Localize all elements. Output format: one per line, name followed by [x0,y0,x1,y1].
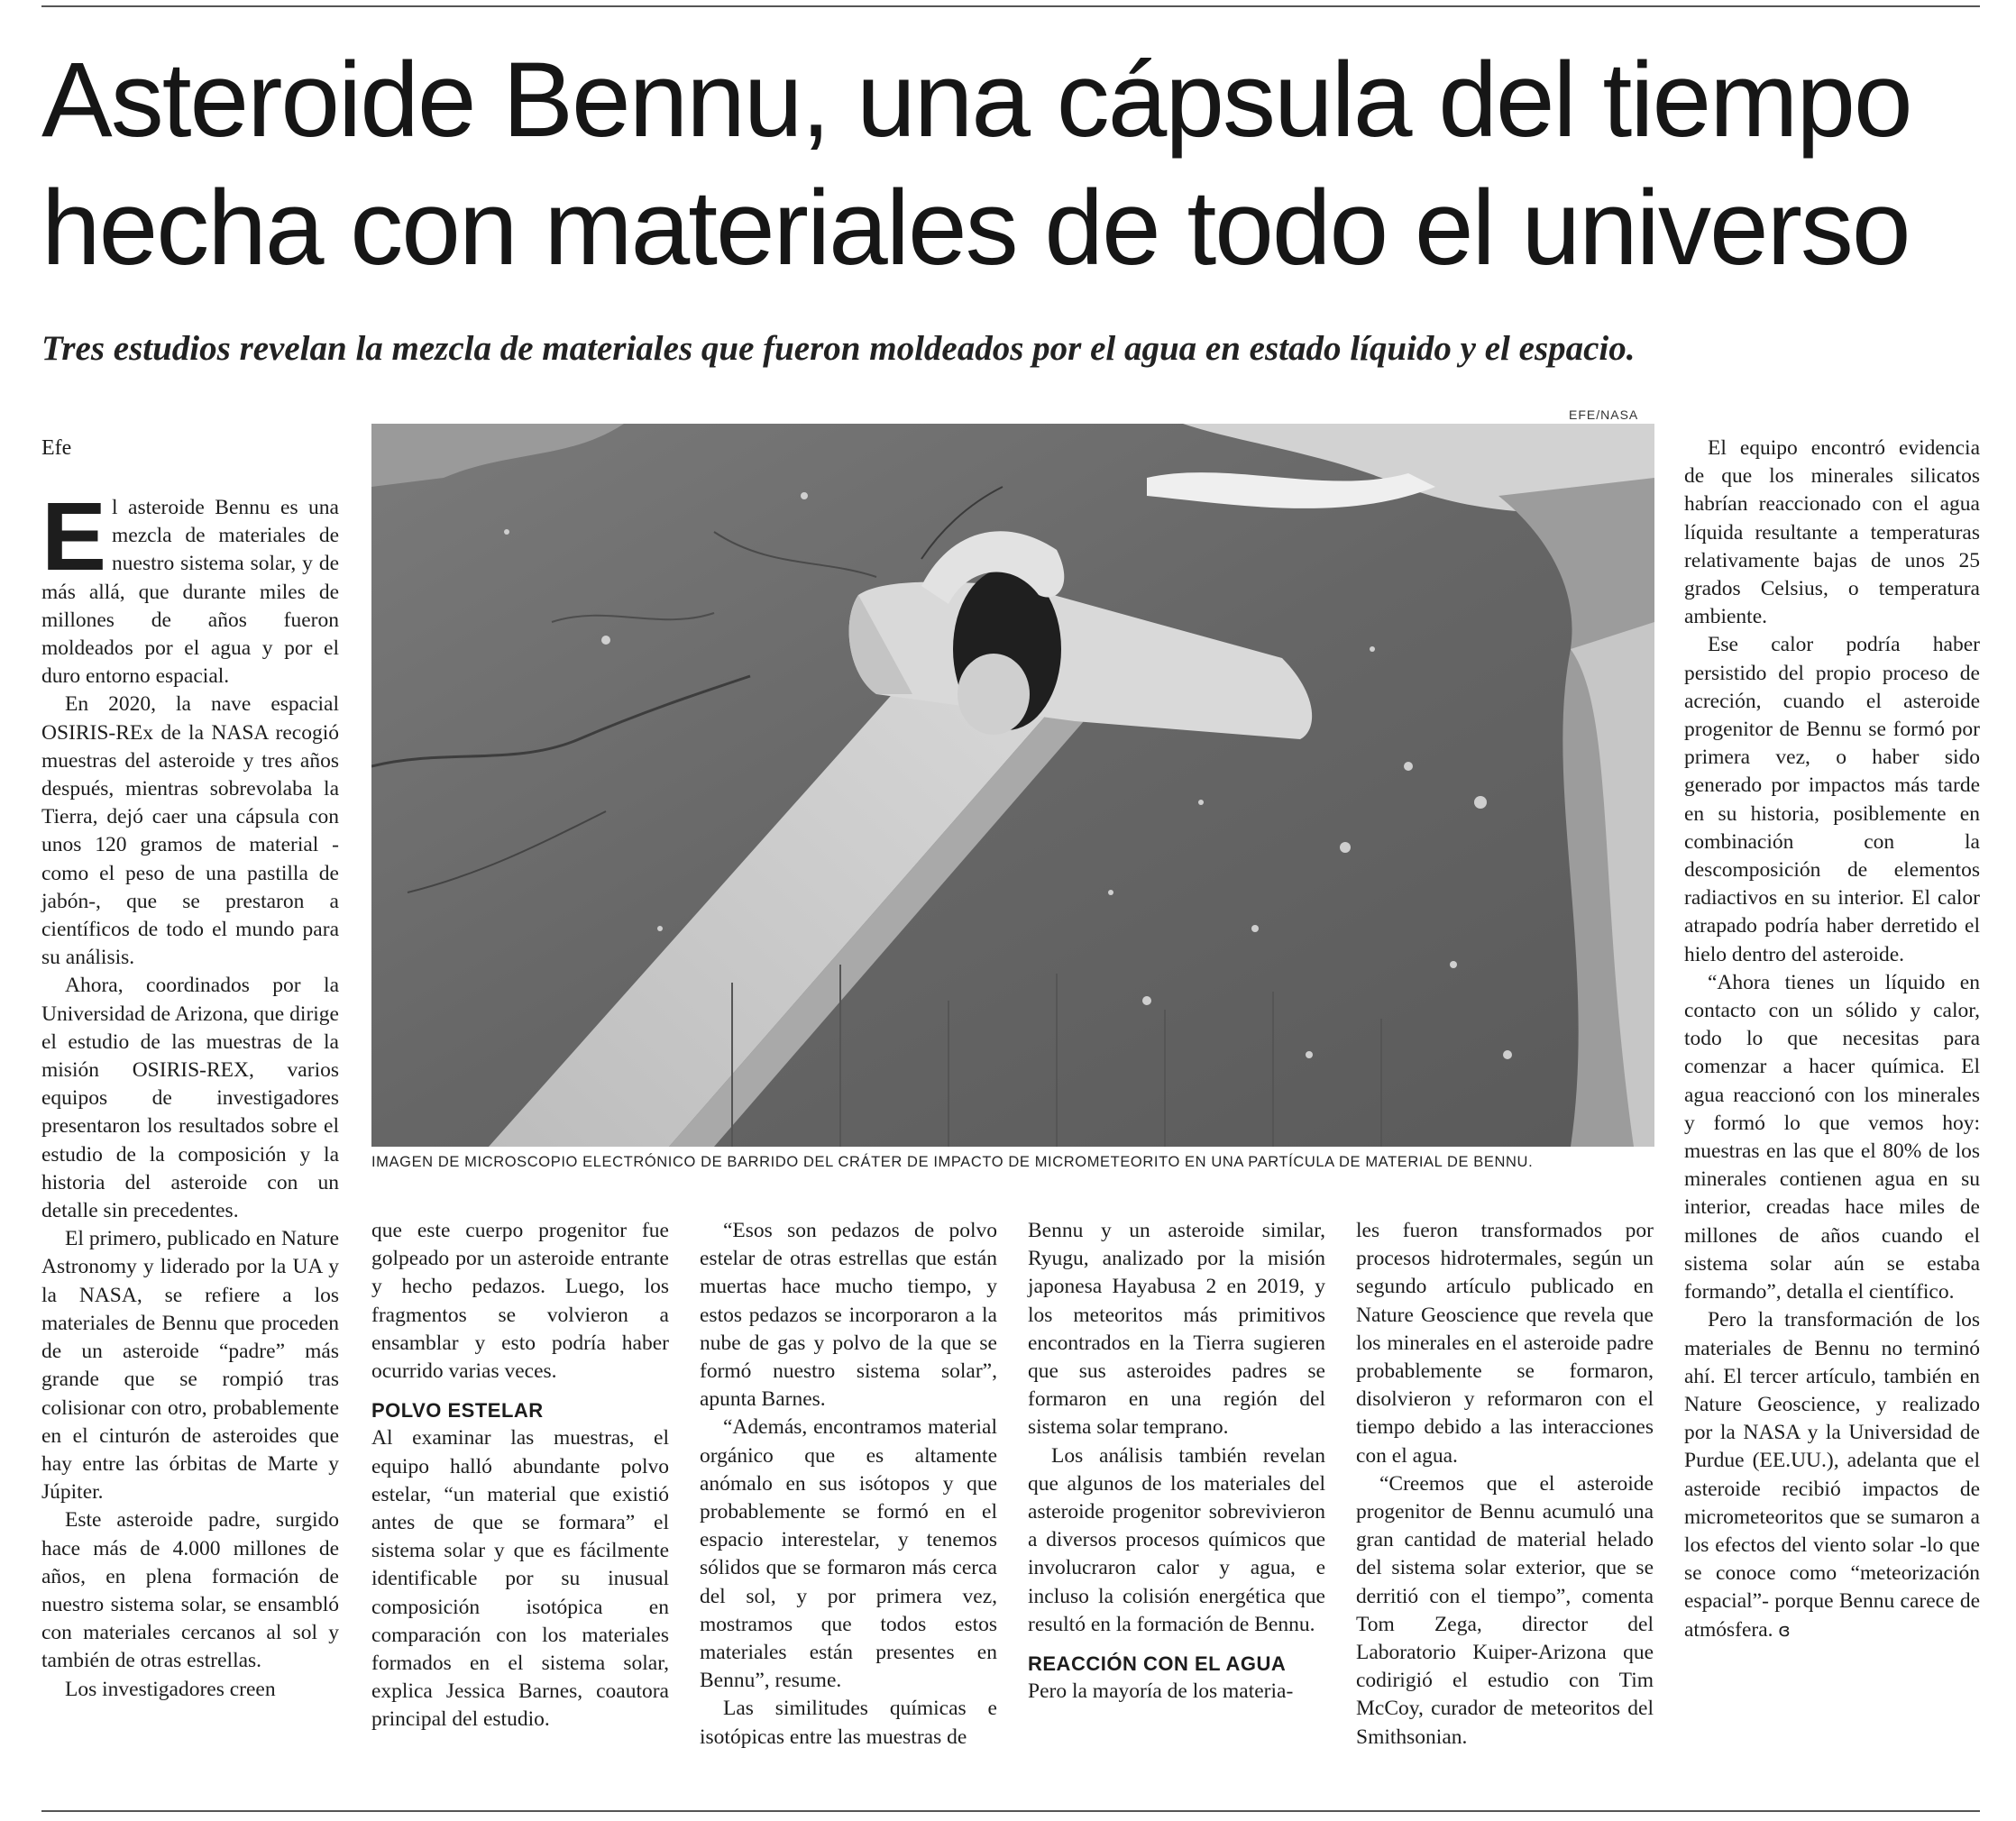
headline-line-2: hecha con materiales de todo el universo [41,169,1910,288]
headline-line-1: Asteroide Bennu, una cápsula del tiempo [41,41,1911,160]
paragraph: “Además, encontramos material orgánico que es altamente anómalo en sus isótopos y que probablemente se formó en el espacio interestelar, y tenemos sólidos que se formaron más cerca del sol, y por primera vez, mostramos que todos estos materiales están presentes en Bennu”, resume. [700,1415,997,1693]
headline [41,36,1980,292]
paragraph: Las similitudes químicas e isotópicas entre las muestras de [700,1697,997,1749]
crater-image [371,424,1654,1147]
subheadline: Tres estudios revelan la mezcla de materiales que fueron moldeados por el agua en estado líquido y el espacio. [41,329,1636,368]
paragraph: El primero, publicado en Nature Astronomy y liderado por la UA y la NASA, se refiere a los materiales de Bennu que proceden de un asteroide “padre” más grande que se rompió tras colisionar con otro, probablemente en el cinturón de asteroides que hay entre las órbitas de Marte y Júpiter. [41,1227,339,1505]
paragraph: “Esos son pedazos de polvo estelar de otras estrellas que están muertas hace mucho tiempo, y estos pedazos se incorporaron a la nube de gas y polvo de la que se formó nuestro sistema solar”, apunta Barnes. [700,1219,997,1412]
paragraph: Bennu y un asteroide similar, Ryugu, analizado por la misión japonesa Hayabusa 2 en 2019, y los meteoritos más primitivos encontrados en la Tierra sugieren que sus asteroides padres se formaron en una región del sistema solar temprano. [1028,1219,1325,1440]
paragraph: Ahora, coordinados por la Universidad de Arizona, que dirige el estudio de las muestras de la misión OSIRIS-REX, varios equipos de investigadores presentaron los resultados sobre el estudio de la composición y la historia del asteroide con un detalle sin precedentes. [41,974,339,1223]
section-heading-reaccion-con-el-agua: REACCIÓN CON EL AGUA [1028,1652,1287,1676]
column-2 [371,1217,669,1734]
column-6 [1684,435,1980,1644]
paragraph: Ese calor podría haber persistido del propio proceso de acreción, cuando el asteroide progenitor de Bennu se formó por primera vez, o haber sido generado por impactos más tarde en su historia, posiblemente en combinación con la descomposición de elementos radiactivos en su interior. El calor atrapado podría haber derretido el hielo dentro del asteroide. [1684,633,1980,966]
paragraph: Este asteroide padre, surgido hace más de 4.000 millones de años, en plena formación de nuestro sistema solar, se ensambló con materiales cercanos al sol y también de otras estrellas. [41,1508,339,1673]
column-1 [41,481,339,1704]
paragraph: que este cuerpo progenitor fue golpeado por un asteroide entrante y hecho pedazos. Luego, los fragmentos se volvieron a ensamblar y esto podría haber ocurrido varias veces. [371,1219,669,1384]
paragraph: les fueron transformados por procesos hidrotermales, según un segundo artículo publicado en Nature Geoscience que revela que los minerales en el asteroide padre probablemente se formaron, disolvieron y reformaron con el tiempo debido a las interacciones con el agua. [1356,1219,1654,1468]
microscope-photo [371,424,1654,1147]
paragraph: En 2020, la nave espacial OSIRIS-REx de la NASA recogió muestras del asteroide y tres años después, mientras sobrevolaba la Tierra, dejó caer una cápsula con unos 120 gramos de material -como el peso de una pastilla de jabón-, que se prestaron a científicos de todo el mundo para su análisis. [41,692,339,970]
paragraph: “Creemos que el asteroide progenitor de Bennu acumuló una gran cantidad de material helado del sistema solar exterior, que se derritió con el tiempo”, comenta Tom Zega, director del Laboratorio Kuiper-Arizona que codirigió el estudio con Tim McCoy, curador de meteoritos del Smithsonian. [1356,1471,1654,1749]
paragraph: Los análisis también revelan que algunos de los materiales del asteroide progenitor sobrevivieron a diversos procesos químicos que involucraron calor y agua, e incluso la colisión energética que resultó en la formación de Bennu. [1028,1443,1325,1636]
paragraph: Al examinar las muestras, el equipo halló abundante polvo estelar, “un material que existió antes de que se formara” el sistema solar y que es fácilmente identificable por su inusual composición isotópica en comparación con los materiales formados en el sistema solar, explica Jessica Barnes, coautora principal del estudio. [371,1426,669,1732]
bottom-rule [41,1810,1980,1812]
column-5 [1356,1217,1654,1752]
column-4 [1028,1217,1325,1706]
photo-caption: IMAGEN DE MICROSCOPIO ELECTRÓNICO DE BARRIDO DEL CRÁTER DE IMPACTO DE MICROMETEORITO EN UNA PARTÍCULA DE MATERIAL DE BENNU. [371,1154,1534,1170]
paragraph: El equipo encontró evidencia de que los minerales silicatos habrían reaccionado con el agua líquida resultante a temperaturas relativamente bajas de unos 25 grados Celsius, o temperatura ambiente. [1684,436,1980,629]
end-mark-icon: ɞ [1778,1618,1791,1641]
drop-cap: E [41,481,107,590]
byline: Efe [41,436,72,460]
paragraph: Pero la transformación de los materiales de Bennu no terminó ahí. El tercer artículo, también en Nature Geoscience, y realizado por la NASA y la Universidad de Purdue (EE.UU.), adelanta que el asteroide recibió impactos de micrometeoritos que se sumaron a los efectos del viento solar -lo que se conoce como “meteorización espacial”- porque Bennu carece de atmósfera. ɞ [1684,1308,1980,1642]
top-rule [41,5,1980,7]
column-3 [700,1217,997,1752]
paragraph: Los investigadores creen [65,1677,276,1701]
lead-paragraph: El asteroide Bennu es una mezcla de materiales de nuestro sistema solar, y de más allá, que durante miles de millones de años fueron moldeados por el agua y por el duro entorno espacial. [41,481,339,689]
section-heading-polvo-estelar: POLVO ESTELAR [371,1399,544,1423]
paragraph: “Ahora tienes un líquido en contacto con un sólido y calor, todo lo que necesitas para comenzar a hacer química. El agua reaccionó con los minerales y formó lo que vemos hoy: muestras en las que el 80% de los minerales contienen agua en su interior, creadas hace miles de millones de años cuando el sistema solar aún se estaba formando”, detalla el científico. [1684,970,1980,1304]
paragraph: Pero la mayoría de los materia- [1028,1679,1294,1704]
photo-credit: EFE/NASA [1569,407,1639,422]
